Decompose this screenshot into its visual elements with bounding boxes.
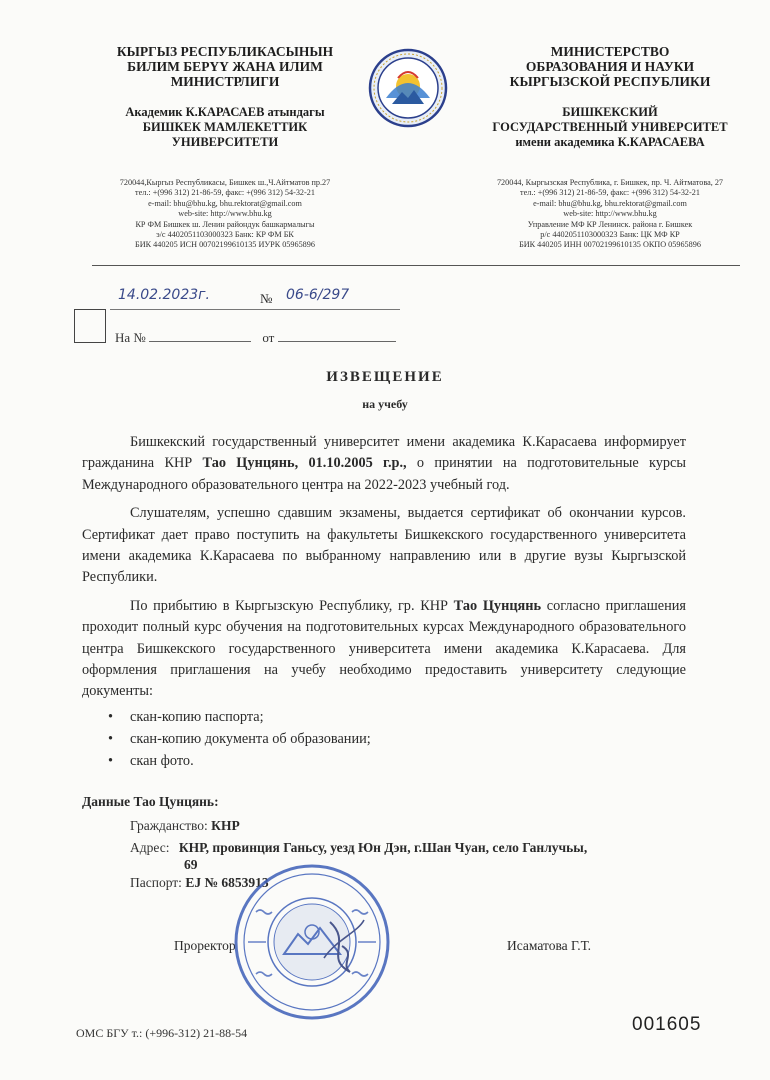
address-row: [130, 840, 587, 856]
ministry-name-kg: [60, 44, 390, 89]
ministry-line-2: ОБРАЗОВАНИЯ И НАУКИ: [525, 59, 695, 74]
paragraph-1: [82, 432, 686, 496]
p3-text: По прибытию в Кыргызскую Республику, гр. КНР: [130, 597, 454, 614]
serial-number: 001605: [632, 1014, 702, 1035]
passport-value: EJ № 6853913: [185, 875, 269, 890]
contact-line: КР ФМ Бишкек ш. Ленин райондук башкармалыгы: [135, 219, 315, 229]
university-line-2: БИШКЕК МАМЛЕКЕТТИК: [142, 120, 308, 134]
na-blank: [149, 331, 251, 342]
official-stamp-icon: [232, 862, 392, 1022]
university-name-ru: [460, 105, 760, 150]
corner-box: [74, 309, 106, 343]
address-row-2: [184, 857, 198, 873]
citizenship-label: Гражданство:: [130, 818, 208, 833]
p1-text-end: о принятии на подготовительные курсы Международного образовательного центра на 2022-2023 учебный год.: [82, 455, 686, 493]
p3-text-end: согласно приглашения проходит полный курс обучения на подготовительных курсах Международного образовательного центра Бишкекского государственного университета имени академика К.Карасаева. Для оформления приглашения на учебу необходимо предоставить университету следующие документы:: [82, 597, 686, 700]
registration-number: 06-6/297: [286, 287, 350, 303]
signatory-name: Исаматова Г.Т.: [507, 938, 591, 953]
university-emblem-icon: [368, 48, 448, 128]
university-line-1: Академик К.КАРАСАЕВ атындагы: [125, 105, 325, 119]
na-label: На №: [115, 330, 146, 345]
university-name-kg: [60, 105, 390, 150]
required-documents-list: [82, 706, 686, 772]
contact-line: web-site: http://www.bhu.kg: [178, 209, 272, 219]
university-line-1: БИШКЕКСКИЙ: [562, 105, 658, 119]
ministry-line-3: МИНИСТРЛИГИ: [170, 74, 280, 89]
list-item: • скан-копию документа об образовании;: [130, 728, 686, 750]
paragraph-3: [82, 596, 686, 703]
contact-line: 720044, Кыргызская Республика, г. Бишкек, пр. Ч. Айтматова, 27: [496, 178, 724, 187]
address-value-cont: 69: [184, 857, 198, 872]
citizenship-value: КНР: [211, 818, 240, 833]
university-line-3: имени академика К.КАРАСАЕВА: [515, 135, 705, 149]
signatory-role: Проректор: [174, 938, 236, 953]
contact-line: БИК 440205 ИНН 00702199610135 ОКПО 05965896: [519, 240, 701, 250]
list-item: • скан-копию паспорта;: [130, 706, 686, 728]
contact-line: e-mail: bhu@bhu.kg, bhu.rektorat@gmail.com: [533, 198, 687, 208]
header-left-block: [60, 44, 390, 251]
list-item: • скан фото.: [130, 750, 686, 772]
student-name-dob: Тао Цунцянь, 01.10.2005 г.р.,: [202, 455, 407, 472]
address-label: Адрес:: [130, 840, 170, 855]
ministry-name-ru: [460, 44, 760, 89]
contact-line: БИК 440205 ИСН 00702199610135 ИУРК 05965896: [135, 240, 315, 250]
university-line-3: УНИВЕРСИТЕТИ: [171, 135, 279, 149]
contacts-ru: [460, 178, 760, 251]
registration-date: 14.02.2023г.: [118, 287, 210, 303]
contact-line: e-mail: bhu@bhu.kg, bhu.rektorat@gmail.com: [148, 198, 302, 208]
number-sign: №: [260, 291, 273, 306]
reply-to-line: [115, 330, 396, 346]
contact-line: тел.: +(996 312) 21-86-59, факс: +(996 312) 54-32-21: [135, 188, 315, 198]
ministry-line-3: КЫРГЫЗСКОЙ РЕСПУБЛИКИ: [509, 74, 711, 89]
document-subtitle: на учебу: [362, 397, 408, 411]
header-right-block: [460, 44, 760, 251]
ot-label: от: [262, 330, 275, 345]
passport-label: Паспорт:: [130, 875, 182, 890]
student-name: Тао Цунцянь: [453, 597, 542, 614]
ot-blank: [278, 331, 396, 342]
ministry-line-2: БИЛИМ БЕРҮҮ ЖАНА ИЛИМ: [127, 59, 323, 74]
header-divider: [92, 265, 740, 266]
contact-line: web-site: http://www.bhu.kg: [563, 209, 657, 219]
contact-line: 720044,Кыргыз Республикасы, Бишкек ш.,Ч.Айтматов пр.27: [119, 178, 331, 187]
contacts-kg: [60, 178, 390, 251]
paragraph-2: Слушателям, успешно сдавшим экзамены, выдается сертификат об окончании курсов. Сертификат дает право поступить на факультеты Бишкекского государственного университета имени академика К.Карасаева по выбранному направлению или в другие вузы Кыргызской Республики.: [82, 505, 686, 586]
student-data-title: Данные Тао Цунцянь:: [82, 794, 219, 809]
citizenship-row: [130, 818, 240, 834]
contact-line: Управление МФ КР Ленинск. района г. Бишкек: [527, 219, 693, 229]
p1-text: Бишкекский государственный университет имени академика К.Карасаева информирует гражданина КНР: [82, 434, 686, 472]
ministry-line-1: КЫРГЫЗ РЕСПУБЛИКАСЫНЫН: [116, 44, 334, 59]
footer-contact: ОМС БГУ т.: (+996-312) 21-88-54: [76, 1026, 248, 1040]
contact-line: э/с 4402051103000323 Банк: КР ФМ БК: [156, 230, 294, 240]
document-title: ИЗВЕЩЕНИЕ: [326, 369, 444, 385]
contact-line: тел.: +(996 312) 21-86-59, факс: +(996 312) 54-32-21: [520, 188, 700, 198]
university-line-2: ГОСУДАРСТВЕННЫЙ УНИВЕРСИТЕТ: [492, 120, 728, 134]
address-value: КНР, провинция Ганьсу, уезд Юн Дэн, г.Шан Чуан, село Ганлучьы,: [178, 840, 588, 855]
document-body: [82, 432, 686, 772]
contact-line: р/с 4402051103000323 Банк: ЦК МФ КР: [540, 230, 680, 240]
ministry-line-1: МИНИСТЕРСТВО: [550, 44, 670, 59]
registration-underline: [110, 309, 400, 310]
